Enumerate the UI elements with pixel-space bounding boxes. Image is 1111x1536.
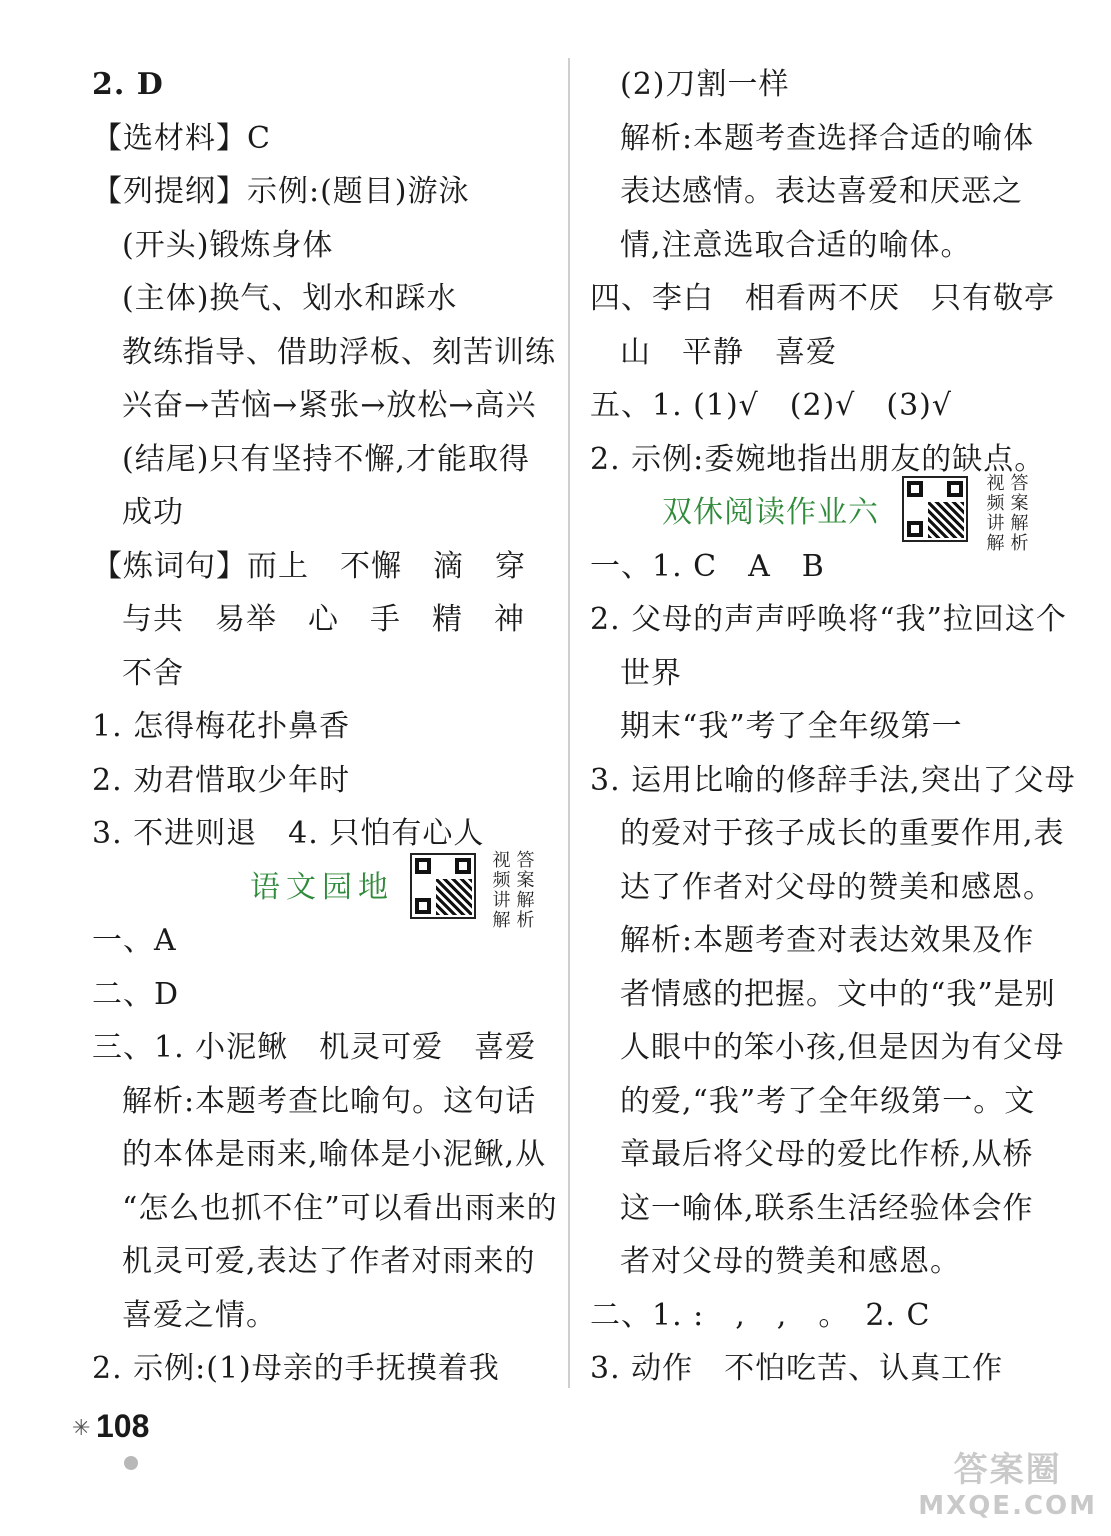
page-number: 108: [96, 1408, 150, 1444]
left-column: [92, 58, 558, 1396]
answer-line: 2. D: [92, 67, 164, 102]
column-divider: [568, 58, 570, 1388]
answer-line: 2. 示例:委婉地指出朋友的缺点。: [590, 441, 1046, 477]
answer-line: 二、1. : , , 。 2. C: [590, 1297, 931, 1333]
analysis-line: 的本体是雨来,喻体是小泥鳅,从: [122, 1137, 547, 1172]
analysis-line: 这一喻体,联系生活经验体会作: [620, 1190, 1034, 1226]
analysis-line: 解析:本题考查对表达效果及作: [620, 923, 1035, 958]
answer-line: 兴奋→苦恼→紧张→放松→高兴: [122, 388, 537, 423]
analysis-line: “怎么也抓不住”可以看出雨来的: [122, 1190, 558, 1226]
answer-line: 3. 不进则退 4. 只怕有心人: [92, 816, 485, 851]
analysis-line: 的爱,“我”考了全年级第一。文: [620, 1083, 1036, 1119]
answer-line: 3. 运用比喻的修辞手法,突出了父母: [590, 762, 1076, 798]
section-title: 语文园地: [250, 869, 394, 905]
star-icon: ✳: [72, 1416, 91, 1441]
answer-line: 一、A: [92, 923, 177, 958]
qr-code-icon[interactable]: [410, 853, 476, 919]
answer-line: 世界: [620, 655, 682, 691]
section-title: 双休阅读作业六: [662, 495, 879, 530]
qr-label: 视 答 频 案 讲 解 解 析: [986, 473, 1030, 554]
answer-line: 二、D: [92, 976, 180, 1012]
answer-line: 山 平静 喜爱: [620, 334, 837, 370]
answer-line: 3. 动作 不怕吃苦、认真工作: [590, 1351, 1004, 1386]
analysis-line: 表达感情。表达喜爱和厌恶之: [620, 174, 1023, 209]
analysis-line: 解析:本题考查选择合适的喻体: [620, 120, 1035, 156]
answer-line: 2. 劝君惜取少年时: [92, 762, 351, 798]
analysis-line: 解析:本题考查比喻句。这句话: [122, 1083, 537, 1119]
answer-line: 【炼词句】而上 不懈 滴 穿: [92, 548, 526, 584]
analysis-line: 喜爱之情。: [122, 1297, 277, 1333]
answer-line: 期末“我”考了全年级第一: [620, 709, 963, 744]
analysis-line: 者对父母的赞美和感恩。: [620, 1244, 961, 1279]
section-header-shuangxiu: [590, 473, 1050, 554]
answer-line: 教练指导、借助浮板、刻苦训练: [122, 334, 556, 370]
watermark: 答案圈 MXQE.COM: [918, 1450, 1097, 1521]
dot-icon: [124, 1456, 138, 1470]
answer-line: (主体)换气、划水和踩水: [122, 281, 458, 316]
answer-line: (结尾)只有坚持不懈,才能取得: [122, 441, 530, 477]
answer-line: 【列提纲】示例:(题目)游泳: [92, 174, 470, 209]
qr-label: 视 答 频 案 讲 解 解 析: [492, 849, 536, 931]
answer-line: 四、李白 相看两不厌 只有敬亭: [590, 281, 1055, 316]
answer-line: 达了作者对父母的赞美和感恩。: [620, 869, 1054, 905]
analysis-line: 者情感的把握。文中的“我”是别: [620, 976, 1056, 1012]
answer-line: 不舍: [122, 655, 184, 691]
section-header-yuwenyuandi: [92, 849, 552, 931]
analysis-line: 章最后将父母的爱比作桥,从桥: [620, 1137, 1034, 1172]
qr-code-icon[interactable]: [902, 476, 968, 542]
answer-line: 成功: [122, 495, 184, 530]
right-column: [590, 58, 1076, 1396]
analysis-line: 情,注意选取合适的喻体。: [620, 227, 972, 263]
answer-line: 与共 易举 心 手 精 神: [122, 602, 525, 637]
answer-line: 【选材料】C: [92, 120, 271, 156]
analysis-line: 机灵可爱,表达了作者对雨来的: [122, 1244, 536, 1279]
answer-line: (2)刀割一样: [620, 67, 790, 102]
answer-line: 2. 示例:(1)母亲的手抚摸着我: [92, 1351, 500, 1386]
answer-line: (开头)锻炼身体: [122, 227, 334, 263]
answer-line: 1. 怎得梅花扑鼻香: [92, 709, 351, 744]
answer-line: 的爱对于孩子成长的重要作用,表: [620, 816, 1065, 851]
analysis-line: 人眼中的笨小孩,但是因为有父母: [620, 1030, 1065, 1065]
answer-line: 三、1. 小泥鳅 机灵可爱 喜爱: [92, 1030, 537, 1065]
answer-line: 五、1. (1)√ (2)√ (3)√: [590, 388, 952, 423]
answer-line: 一、1. C A B: [590, 548, 825, 584]
answer-line: 2. 父母的声声呼唤将“我”拉回这个: [590, 602, 1067, 637]
